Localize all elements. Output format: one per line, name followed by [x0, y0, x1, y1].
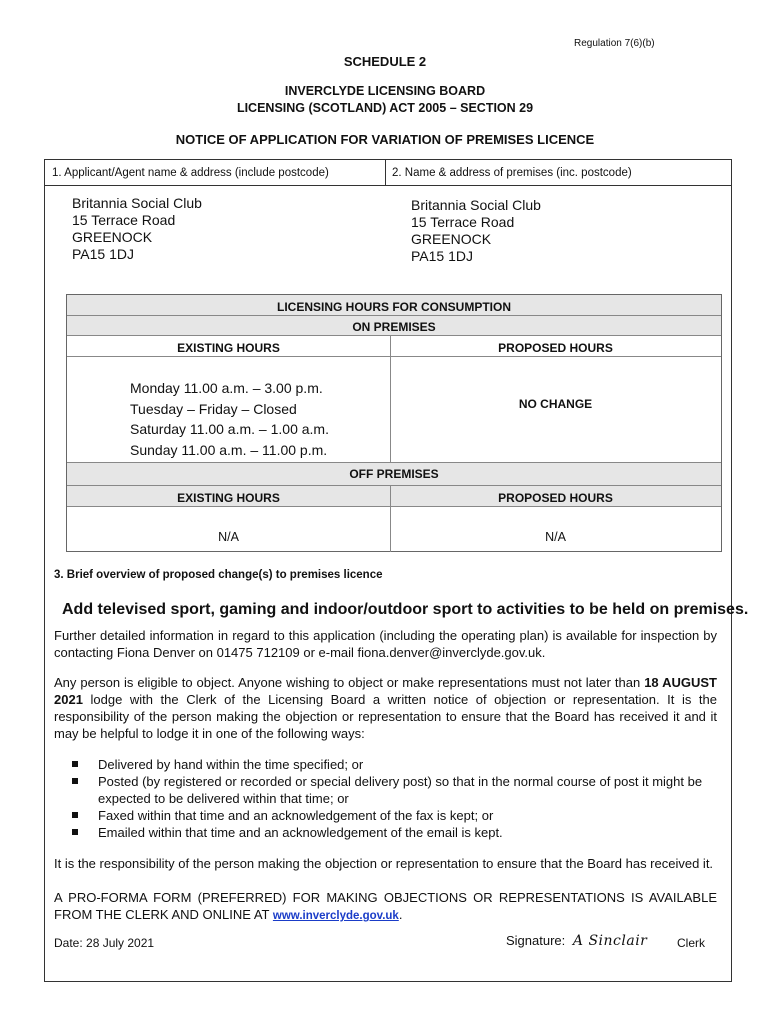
table-rule — [67, 335, 721, 336]
off-existing-hours-heading: EXISTING HOURS — [177, 491, 280, 505]
premises-address — [411, 197, 541, 265]
address-line: GREENOCK — [72, 229, 153, 245]
list-item-text: Posted (by registered or recorded or special delivery post) so that in the normal course of post it might be expected to be delivered within that time; or — [98, 774, 703, 806]
act-heading: LICENSING (SCOTLAND) ACT 2005 – SECTION 29 — [236, 101, 534, 115]
objection-text: lodge with the Clerk of the Licensing Board a written notice of objection or representation. It is the responsibility of the person making the objection or representation to ensure that the Board has received it and it may be helpful to lodge it in one of the following ways: — [54, 692, 717, 741]
table-rule — [67, 462, 721, 463]
address-line: PA15 1DJ — [411, 248, 473, 264]
signatory-role: Clerk — [677, 936, 706, 950]
premises-label: 2. Name & address of premises (inc. postcode) — [392, 167, 632, 179]
responsibility-paragraph: It is the responsibility of the person making the objection or representation to ensure that the Board has received it. — [54, 856, 714, 871]
list-item — [72, 756, 720, 773]
objection-paragraph — [54, 674, 717, 742]
applicant-address — [72, 195, 202, 263]
address-line: Britannia Social Club — [72, 195, 202, 211]
label-row-divider — [44, 185, 732, 186]
off-premises-proposed-value: N/A — [545, 530, 566, 544]
hours-line: Saturday 11.00 a.m. – 1.00 a.m. — [130, 421, 329, 437]
table-rule — [67, 506, 721, 507]
notice-title: NOTICE OF APPLICATION FOR VARIATION OF PREMISES LICENCE — [175, 132, 595, 147]
list-item-text: Delivered by hand within the time specified; or — [98, 757, 364, 772]
address-line: GREENOCK — [411, 231, 492, 247]
existing-hours-heading: EXISTING HOURS — [177, 341, 280, 355]
schedule-heading: SCHEDULE 2 — [343, 54, 427, 69]
address-line: PA15 1DJ — [72, 246, 134, 262]
off-premises-existing-value: N/A — [218, 530, 239, 544]
address-line: Britannia Social Club — [411, 197, 541, 213]
objection-deadline: 18 AUGUST 2021 — [54, 675, 717, 707]
applicant-label: 1. Applicant/Agent name & address (include postcode) — [52, 167, 329, 179]
proposed-hours-heading: PROPOSED HOURS — [498, 341, 613, 355]
bullet-icon — [72, 829, 78, 835]
on-premises-existing-hours — [130, 378, 329, 460]
off-proposed-hours-heading: PROPOSED HOURS — [498, 491, 613, 505]
bullet-icon — [72, 761, 78, 767]
bullet-icon — [72, 812, 78, 818]
table-rule — [67, 356, 721, 357]
proposed-change-summary: Add televised sport, gaming and indoor/outdoor sport to activities to be held on premises. — [62, 601, 749, 618]
on-premises-proposed-hours: NO CHANGE — [518, 397, 593, 411]
signature: A Sinclair — [572, 933, 648, 949]
off-premises-heading: OFF PREMISES — [349, 467, 439, 481]
proforma-paragraph — [54, 889, 717, 925]
section-3-label: 3. Brief overview of proposed change(s) to premises licence — [54, 569, 383, 581]
hours-line: Sunday 11.00 a.m. – 11.00 p.m. — [130, 441, 328, 458]
objection-text: Any person is eligible to object. Anyone wishing to object or make representations must not later than — [54, 675, 641, 690]
lodging-methods-list — [72, 756, 720, 841]
list-item-text: Emailed within that time and an acknowledgement of the email is kept. — [98, 825, 503, 840]
table-rule — [67, 315, 721, 316]
list-item-text: Faxed within that time and an acknowledgement of the fax is kept; or — [98, 808, 494, 823]
list-item — [72, 824, 720, 841]
proforma-end: . — [398, 907, 403, 922]
label-divider — [385, 159, 386, 185]
address-line: 15 Terrace Road — [411, 214, 515, 230]
signature-label: Signature: — [506, 933, 566, 948]
inverclyde-website-link[interactable]: www.inverclyde.gov.uk — [272, 910, 399, 922]
list-item — [72, 773, 720, 807]
table-rule — [67, 485, 721, 486]
bullet-icon — [72, 778, 78, 784]
proforma-text: A PRO-FORMA FORM (PREFERRED) FOR MAKING OBJECTIONS OR REPRESENTATIONS IS AVAILABLE FROM THE CLERK AND ONLINE AT — [54, 890, 717, 922]
list-item — [72, 807, 720, 824]
hours-table-title: LICENSING HOURS FOR CONSUMPTION — [276, 300, 511, 314]
info-paragraph: Further detailed information in regard to this application (including the operating plan) is available for inspection by contacting Fiona Denver on 01475 712109 or e-mail fiona.denver@inverclyde.gov.uk. — [54, 628, 717, 660]
on-premises-heading: ON PREMISES — [352, 320, 436, 334]
hours-line: Monday 11.00 a.m. – 3.00 p.m. — [130, 380, 323, 396]
hours-line: Tuesday – Friday – Closed — [130, 400, 297, 417]
notice-date: Date: 28 July 2021 — [54, 936, 155, 950]
regulation-reference: Regulation 7(6)(b) — [574, 38, 655, 49]
signature-block — [506, 933, 647, 949]
address-line: 15 Terrace Road — [72, 212, 176, 228]
board-heading: INVERCLYDE LICENSING BOARD — [284, 84, 486, 98]
